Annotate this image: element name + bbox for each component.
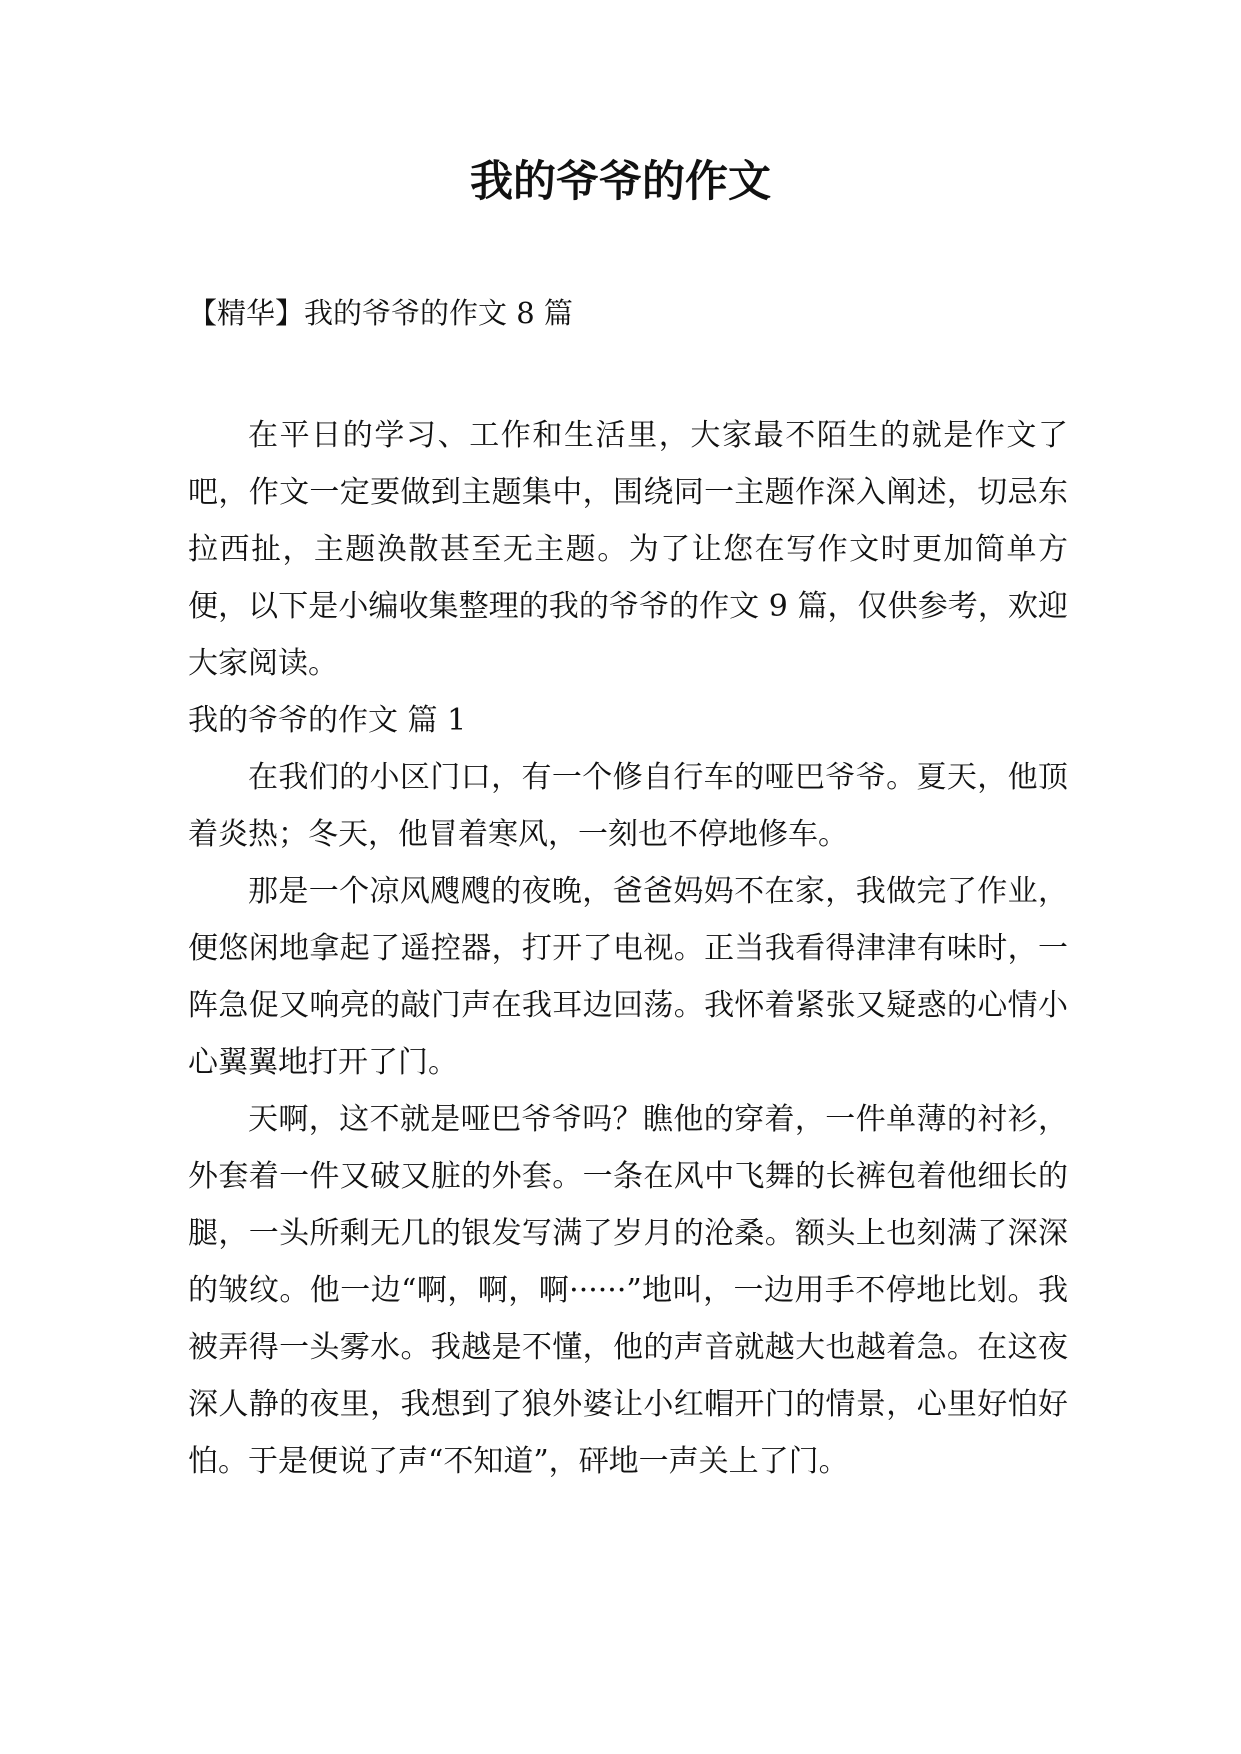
document-subtitle: 【精华】我的爷爷的作文 8 篇 [188,296,573,330]
body-paragraph-2: 那是一个凉风飕飕的夜晚，爸爸妈妈不在家，我做完了作业，便悠闲地拿起了遥控器，打开了电视。正当我看得津津有味时，一阵急促又响亮的敲门声在我耳边回荡。我怀着紧张又疑惑的心情小心翼翼地打开了门。 [188,874,1068,1080]
document-title: 我的爷爷的作文 [470,157,771,207]
document-body [188,407,1068,1490]
section-heading: 我的爷爷的作文 篇 1 [188,703,467,738]
intro-paragraph: 在平日的学习、工作和生活里，大家最不陌生的就是作文了吧，作文一定要做到主题集中，围绕同一主题作深入阐述，切忌东拉西扯，主题涣散甚至无主题。为了让您在写作文时更加简单方便，以下是小编收集整理的我的爷爷的作文 9 篇，仅供参考，欢迎大家阅读。 [188,418,1068,681]
body-paragraph-1: 在我们的小区门口，有一个修自行车的哑巴爷爷。夏天，他顶着炎热；冬天，他冒着寒风，一刻也不停地修车。 [188,760,1068,852]
body-paragraph-3: 天啊，这不就是哑巴爷爷吗？瞧他的穿着，一件单薄的衬衫，外套着一件又破又脏的外套。一条在风中飞舞的长裤包着他细长的腿，一头所剩无几的银发写满了岁月的沧桑。额头上也刻满了深深的皱纹。他一边“啊，啊，啊······”地叫，一边用手不停地比划。我被弄得一头雾水。我越是不懂，他的声音就越大也越着急。在这夜深人静的夜里，我想到了狼外婆让小红帽开门的情景，心里好怕好怕。于是便说了声“不知道”，砰地一声关上了门。 [188,1102,1068,1479]
